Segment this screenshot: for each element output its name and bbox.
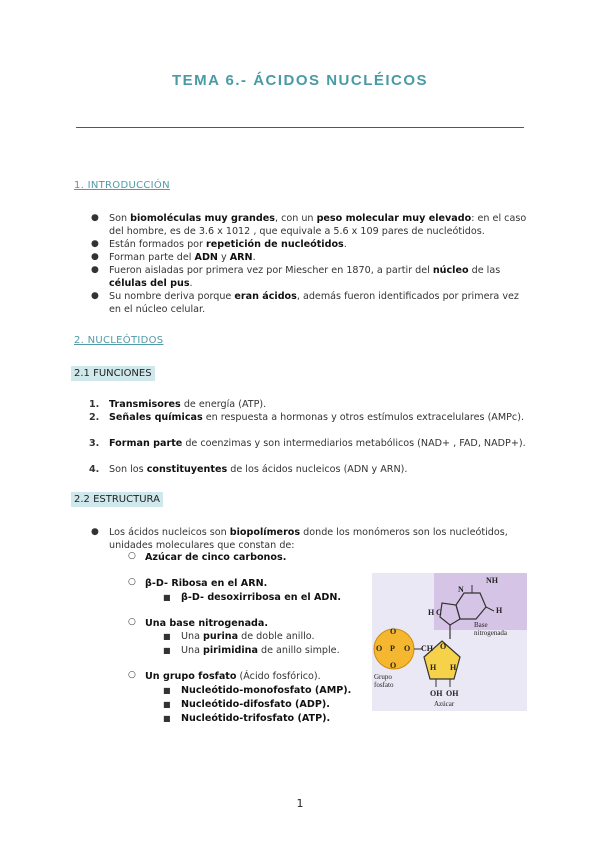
- list-item: 3. Forman parte de coenzimas y son intermediarios metabólicos (NAD+ , FAD, NADP+).: [89, 438, 526, 449]
- bullet-icon: ●: [91, 252, 99, 262]
- atom-label: O: [404, 644, 411, 653]
- subsection-heading-funciones: 2.1 FUNCIONES: [71, 366, 155, 381]
- figure-label-base: Base nitrogenada: [474, 621, 508, 637]
- section-heading-introduccion: 1. INTRODUCCIÓN: [74, 180, 170, 191]
- list-item: ■ Nucleótido-difosfato (ADP).: [163, 699, 330, 710]
- list-item: ○ β-D- Ribosa en el ARN.: [128, 577, 268, 589]
- atom-label: OH: [446, 689, 459, 698]
- list-item: ● Su nombre deriva porque eran ácidos, además fueron identificados por primera vez en el núcleo celular.: [91, 291, 519, 315]
- list-item: 4. Son los constituyentes de los ácidos nucleicos (ADN y ARN).: [89, 464, 408, 475]
- list-item: ● Son biomoléculas muy grandes, con un peso molecular muy elevado: en el caso del hombre, es de 3.6 x 1012 , que equivale a 5.6 x 109 pares de nucleótidos.: [91, 213, 527, 237]
- square-bullet-icon: ■: [163, 700, 171, 709]
- bullet-icon: ●: [91, 239, 99, 249]
- bullet-icon: ●: [91, 527, 99, 537]
- bullet-icon: ●: [91, 213, 99, 223]
- figure-label-fosfato: Grupo fosfato: [374, 673, 394, 689]
- list-item: ● Los ácidos nucleicos son biopolímeros donde los monómeros son los nucleótidos, unidades moleculares que constan de:: [91, 527, 508, 551]
- title-divider: [76, 127, 524, 128]
- list-item: 2. Señales químicas en respuesta a hormonas y otros estímulos extracelulares (AMPc).: [89, 412, 525, 423]
- atom-label: NH: [486, 576, 498, 585]
- atom-label: O: [440, 642, 447, 651]
- atom-label: H: [430, 663, 437, 672]
- list-item: ■ Nucleótido-monofosfato (AMP).: [163, 685, 352, 696]
- square-bullet-icon: ■: [163, 686, 171, 695]
- square-bullet-icon: ■: [163, 646, 171, 655]
- list-item: ○ Un grupo fosfato (Ácido fosfórico).: [128, 670, 321, 682]
- section-heading-nucleotidos: 2. NUCLEÓTIDOS: [74, 335, 164, 346]
- subsection-heading-estructura: 2.2 ESTRUCTURA: [71, 492, 163, 507]
- list-item: ■ β-D- desoxirribosa en el ADN.: [163, 592, 342, 603]
- atom-label: C: [436, 608, 442, 617]
- square-bullet-icon: ■: [163, 593, 171, 602]
- list-item: 1. Transmisores de energía (ATP).: [89, 399, 267, 410]
- atom-label: O: [390, 627, 397, 636]
- list-item: ■ Una pirimidina de anillo simple.: [163, 645, 340, 656]
- list-item: ■ Nucleótido-trifosfato (ATP).: [163, 713, 331, 724]
- list-item: ● Forman parte del ADN y ARN.: [91, 252, 256, 263]
- atom-label: OH: [430, 689, 443, 698]
- square-bullet-icon: ■: [163, 632, 171, 641]
- atom-label: P: [390, 644, 395, 653]
- circle-bullet-icon: ○: [128, 670, 136, 680]
- atom-label: N: [458, 585, 464, 594]
- list-item: ● Están formados por repetición de nucleótidos.: [91, 239, 347, 250]
- circle-bullet-icon: ○: [128, 551, 136, 561]
- atom-label: CH: [421, 644, 433, 653]
- atom-label: O: [390, 661, 397, 670]
- list-item: ○ Una base nitrogenada.: [128, 617, 269, 629]
- list-item: ■ Una purina de doble anillo.: [163, 631, 315, 642]
- list-item: ● Fueron aisladas por primera vez por Miescher en 1870, a partir del núcleo de las células del pus.: [91, 265, 501, 289]
- page-number: 1: [296, 797, 304, 810]
- nucleotide-figure: [372, 573, 527, 711]
- atom-label: H: [496, 606, 503, 615]
- atom-label: H: [428, 608, 435, 617]
- circle-bullet-icon: ○: [128, 617, 136, 627]
- atom-label: O: [376, 644, 383, 653]
- bullet-icon: ●: [91, 265, 99, 275]
- figure-label-azucar: Azúcar: [434, 700, 455, 708]
- square-bullet-icon: ■: [163, 714, 171, 723]
- bullet-icon: ●: [91, 291, 99, 301]
- atom-label: H: [450, 663, 457, 672]
- list-item: ○ Azúcar de cinco carbonos.: [128, 551, 287, 563]
- document-title: TEMA 6.- ÁCIDOS NUCLÉICOS: [171, 72, 429, 89]
- circle-bullet-icon: ○: [128, 577, 136, 587]
